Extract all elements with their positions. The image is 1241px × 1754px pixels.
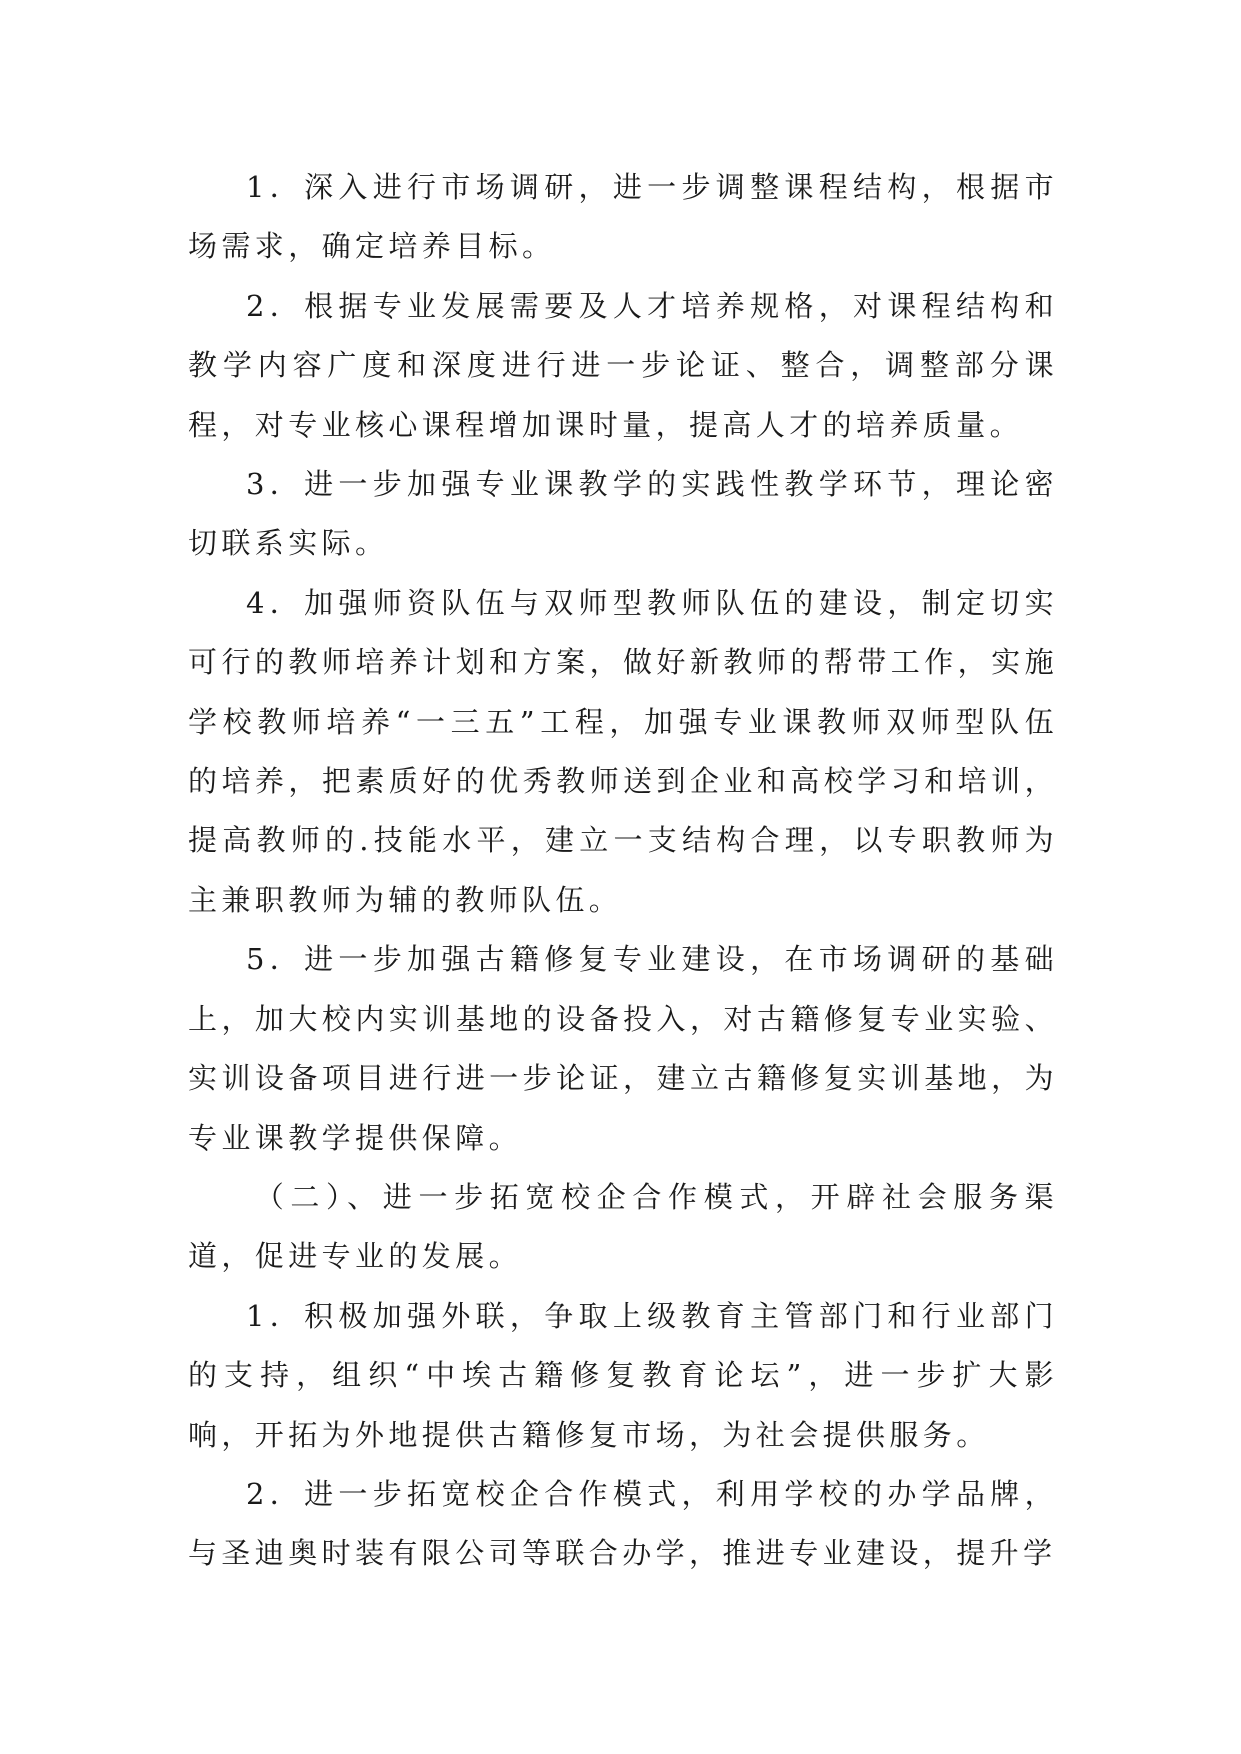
paragraph-3: 3．进一步加强专业课教学的实践性教学环节，理论密切联系实际。 — [188, 467, 1058, 561]
paragraph-4: 4．加强师资队伍与双师型教师队伍的建设，制定切实可行的教师培养计划和方案，做好新教师的帮带工作，实施学校教师培养“一三五”工程，加强专业课教师双师型队伍的培养，把素质好的优秀教师送到企业和高校学习和培训，提高教师的.技能水平，建立一支结构合理，以专职教师为主兼职教师为辅的教师队伍。 — [188, 585, 1058, 917]
paragraph-5: 5．进一步加强古籍修复专业建设，在市场调研的基础上，加大校内实训基地的设备投入，对古籍修复专业实验、实训设备项目进行进一步论证，建立古籍修复实训基地，为专业课教学提供保障。 — [188, 942, 1058, 1155]
paragraph-6: 1．积极加强外联，争取上级教育主管部门和行业部门的支持，组织“中埃古籍修复教育论坛”，进一步扩大影响，开拓为外地提供古籍修复市场，为社会提供服务。 — [188, 1298, 1058, 1452]
paragraph-1: 1．深入进行市场调研，进一步调整课程结构，根据市场需求，确定培养目标。 — [188, 170, 1058, 264]
section-heading: （二）、进一步拓宽校企合作模式，开辟社会服务渠道，促进专业的发展。 — [188, 1179, 1058, 1274]
document-body — [188, 158, 1058, 1584]
paragraph-7: 2．进一步拓宽校企合作模式，利用学校的办学品牌，与圣迪奥时装有限公司等联合办学，推进专业建设，提升学 — [188, 1476, 1058, 1571]
paragraph-2: 2．根据专业发展需要及人才培养规格，对课程结构和教学内容广度和深度进行进一步论证、整合，调整部分课程，对专业核心课程增加课时量，提高人才的培养质量。 — [188, 288, 1058, 442]
